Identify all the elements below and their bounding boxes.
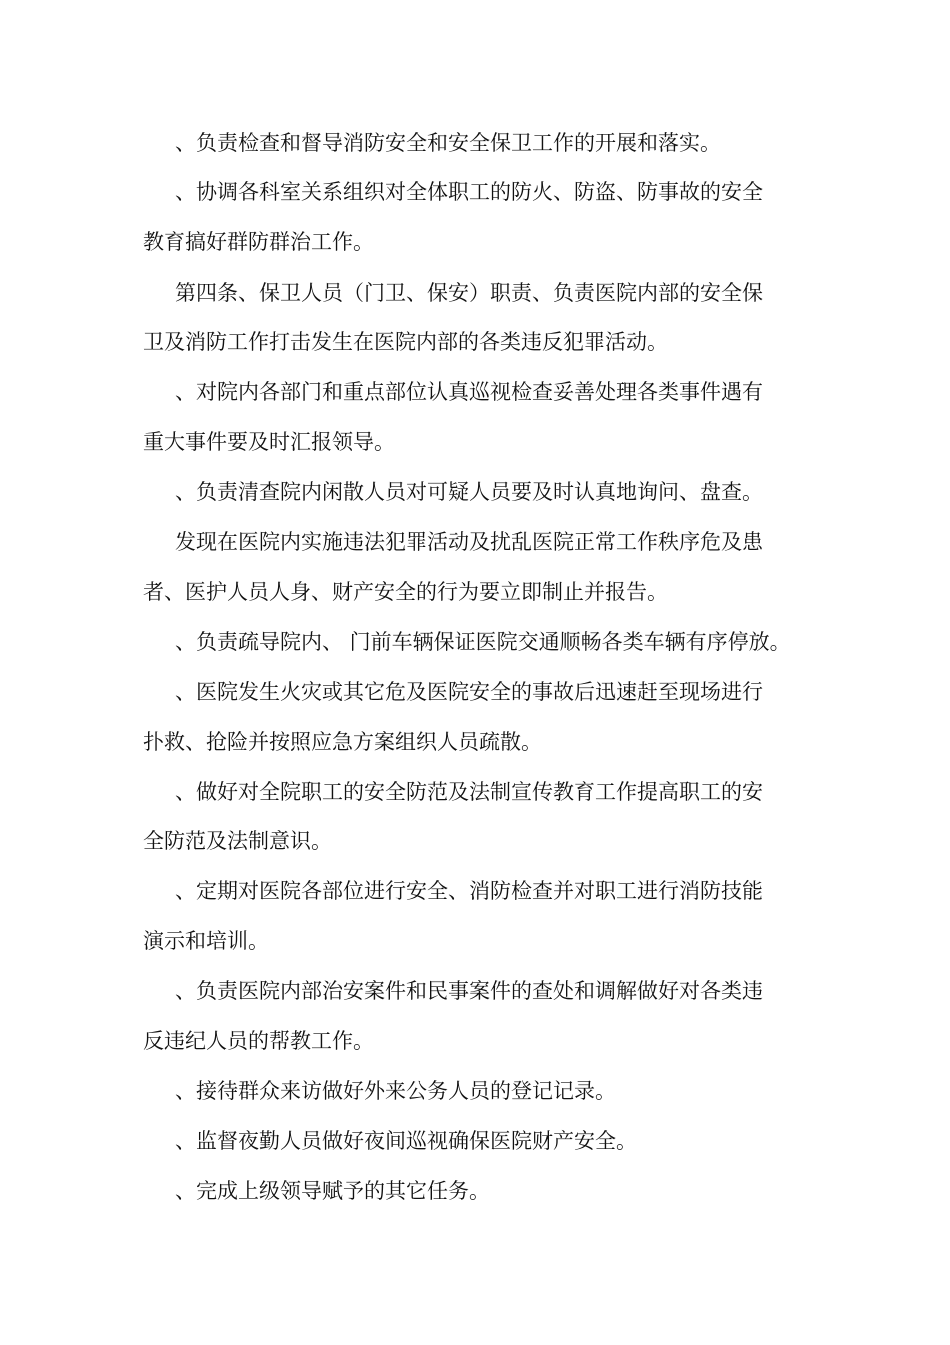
text-line: 反违纪人员的帮教工作。 bbox=[143, 1029, 374, 1053]
text-line: 卫及消防工作打击发生在医院内部的各类违反犯罪活动。 bbox=[143, 330, 668, 354]
text-line: 、负责疏导院内、 门前车辆保证医院交通顺畅各类车辆有序停放。 bbox=[175, 630, 791, 654]
text-line: 、医院发生火灾或其它危及医院安全的事故后迅速赶至现场进行 bbox=[175, 680, 763, 704]
text-line: 、负责清查院内闲散人员对可疑人员要及时认真地询问、盘查。 bbox=[175, 480, 763, 504]
text-line: 者、医护人员人身、财产安全的行为要立即制止并报告。 bbox=[143, 580, 668, 604]
text-line: 、对院内各部门和重点部位认真巡视检查妥善处理各类事件遇有 bbox=[175, 380, 763, 404]
text-line: 扑救、抢险并按照应急方案组织人员疏散。 bbox=[143, 730, 542, 754]
text-line: 发现在医院内实施违法犯罪活动及扰乱医院正常工作秩序危及患 bbox=[175, 530, 763, 554]
text-line: 、接待群众来访做好外来公务人员的登记记录。 bbox=[175, 1079, 616, 1103]
text-line: 、负责检查和督导消防安全和安全保卫工作的开展和落实。 bbox=[175, 131, 721, 155]
text-line: 、协调各科室关系组织对全体职工的防火、防盗、防事故的安全 bbox=[175, 180, 763, 204]
text-line: 、完成上级领导赋予的其它任务。 bbox=[175, 1179, 490, 1203]
text-line: 、监督夜勤人员做好夜间巡视确保医院财产安全。 bbox=[175, 1129, 637, 1153]
text-line: 第四条、保卫人员（门卫、保安）职责、负责医院内部的安全保 bbox=[175, 281, 763, 305]
text-line: 、做好对全院职工的安全防范及法制宣传教育工作提高职工的安 bbox=[175, 780, 763, 804]
text-line: 教育搞好群防群治工作。 bbox=[143, 230, 374, 254]
text-line: 演示和培训。 bbox=[143, 929, 269, 953]
text-line: 、定期对医院各部位进行安全、消防检查并对职工进行消防技能 bbox=[175, 879, 763, 903]
text-line: 、负责医院内部治安案件和民事案件的查处和调解做好对各类违 bbox=[175, 979, 763, 1003]
text-line: 全防范及法制意识。 bbox=[143, 829, 332, 853]
text-line: 重大事件要及时汇报领导。 bbox=[143, 430, 395, 454]
